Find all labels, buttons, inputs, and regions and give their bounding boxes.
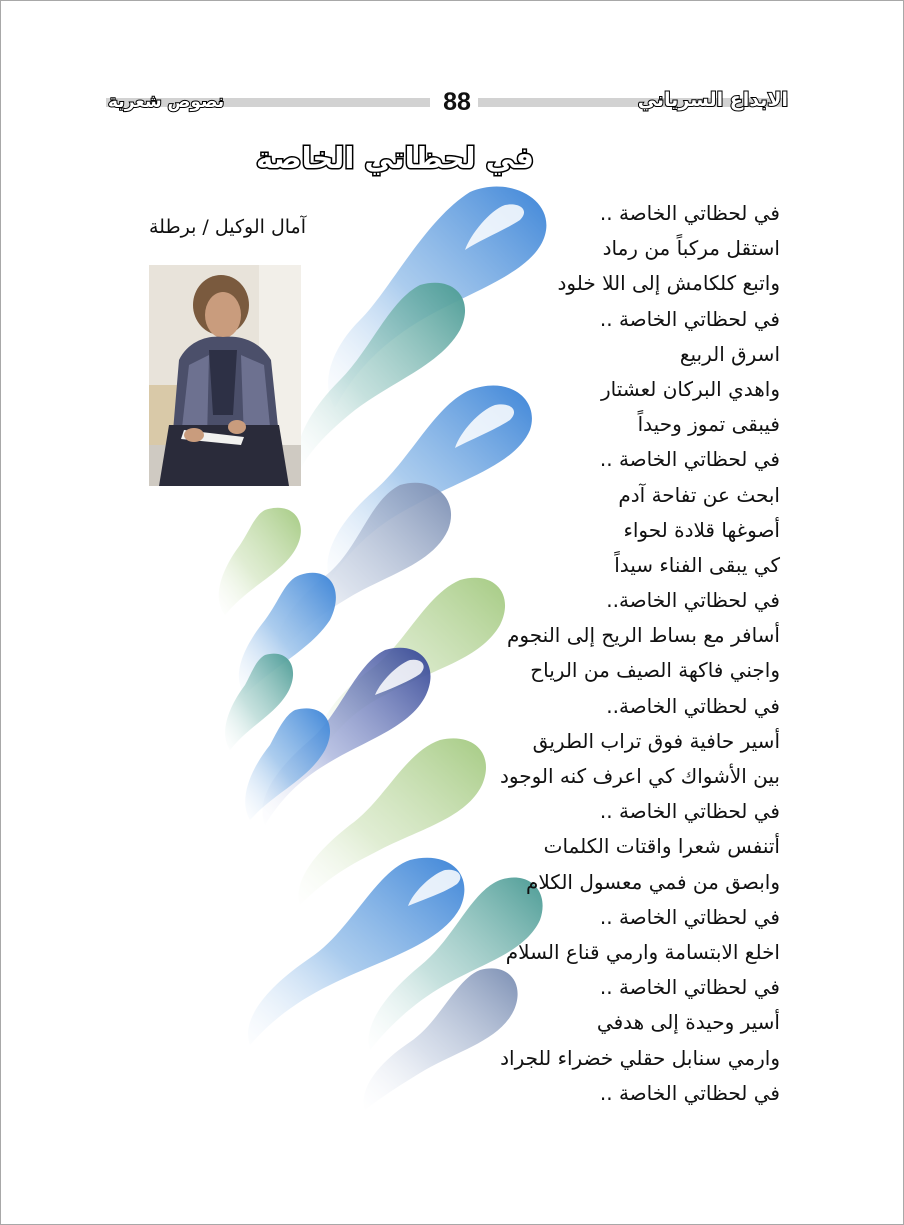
magazine-name: الابداع السرياني xyxy=(637,89,788,111)
author-photo xyxy=(149,265,301,486)
poem-line: أصوغها قلادة لحواء xyxy=(623,517,780,542)
poem-line: في لحظاتي الخاصة .. xyxy=(599,975,780,1000)
page-title: في لحظاتي الخاصة xyxy=(256,141,534,175)
page-number: 88 xyxy=(443,88,471,116)
poem-line: أسافر مع بساط الريح إلى النجوم xyxy=(507,623,780,648)
poem-line: واجني فاكهة الصيف من الرياح xyxy=(530,658,780,683)
poem-line: اخلع الابتسامة وارمي قناع السلام xyxy=(505,939,780,964)
poem-line: في لحظاتي الخاصة.. xyxy=(606,588,780,613)
section-name: نصوص شعرية xyxy=(108,92,225,112)
poem-line: وارمي سنابل حقلي خضراء للجراد xyxy=(500,1045,780,1070)
poem-line: أسير حافية فوق تراب الطريق xyxy=(532,728,780,753)
poem-body xyxy=(380,196,780,1111)
poem-line: في لحظاتي الخاصة .. xyxy=(599,799,780,824)
poem-line: أسير وحيدة إلى هدفي xyxy=(596,1010,780,1035)
poem-line: ابحث عن تفاحة آدم xyxy=(618,482,780,507)
poem-line: في لحظاتي الخاصة .. xyxy=(599,306,780,331)
poem-line: في لحظاتي الخاصة .. xyxy=(599,904,780,929)
poem-line: في لحظاتي الخاصة.. xyxy=(606,693,780,718)
poem-line: واتبع كلكامش إلى اللا خلود xyxy=(557,271,780,296)
poem-line: وابصق من فمي معسول الكلام xyxy=(525,869,780,894)
poem-line: أتنفس شعرا واقتات الكلمات xyxy=(543,834,780,859)
poem-line: كي يبقى الفناء سيداً xyxy=(614,552,780,577)
poem-line: استقل مركباً من رماد xyxy=(602,236,780,261)
author-byline: آمال الوكيل / برطلة xyxy=(149,216,306,238)
poem-line: واهدي البركان لعشتار xyxy=(600,376,780,401)
poem-line: في لحظاتي الخاصة .. xyxy=(599,201,780,225)
poem-line: في لحظاتي الخاصة .. xyxy=(599,1080,780,1105)
poem-line: بين الأشواك كي اعرف كنه الوجود xyxy=(499,764,780,788)
poem-line: في لحظاتي الخاصة .. xyxy=(599,447,780,472)
poem-line: اسرق الربيع xyxy=(679,341,780,366)
poem-line: فيبقى تموز وحيداً xyxy=(637,412,780,437)
